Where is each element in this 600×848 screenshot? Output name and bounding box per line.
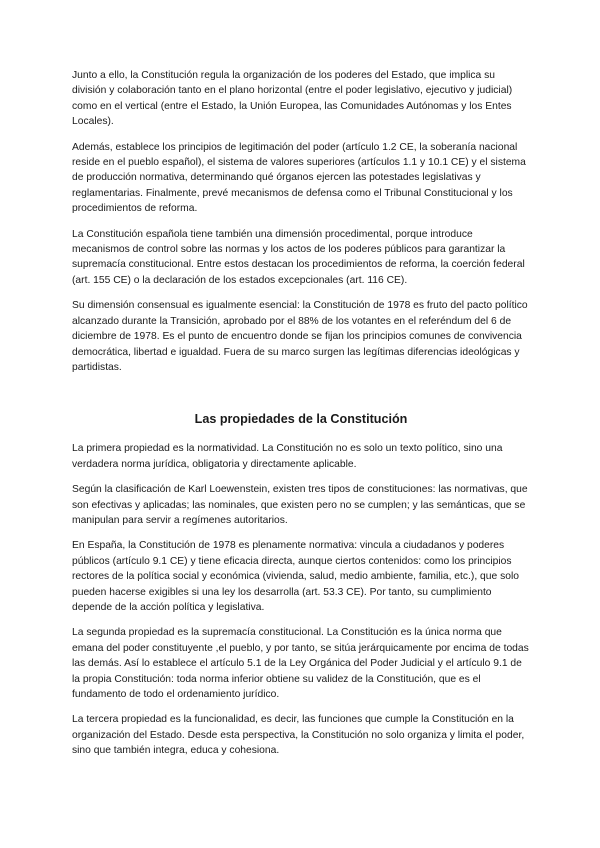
paragraph-funcionalidad: La tercera propiedad es la funcionalidad, es decir, las funciones que cumple la Constitución en la organización del Estado. Desde esta perspectiva, la Constitución no solo organiza y limita el poder, sino que también integra, educa y cohesiona. [72, 714, 525, 757]
paragraph-loewenstein: Según la clasificación de Karl Loewenstein, existen tres tipos de constituciones: las normativas, que son efectivas y aplicadas; las nominales, que existen pero no se cumplen; y las semánticas, que se manipulan para servir a regímenes autoritarios. [72, 484, 528, 526]
section-spacer [72, 385, 530, 411]
paragraph-espana-normativa: En España, la Constitución de 1978 es plenamente normativa: vincula a ciudadanos y poderes públicos (artículo 9.1 CE) y tiene eficacia directa, aunque ciertos contenidos: como los principios rectores de la política social y económica (vivienda, salud, medio ambiente, familia, etc.), que solo pueden hacerse exigibles si una ley los desarrolla (art. 53.3 CE). Por tanto, su cumplimiento depende de la acción política y legislativa. [72, 540, 519, 613]
paragraph-dimension-consensual: Su dimensión consensual es igualmente esencial: la Constitución de 1978 es fruto del pacto político alcanzado durante la Transición, aprobado por el 88% de los votantes en el referéndum del 6 de diciembre de 1978. Es el punto de encuentro donde se fijan los principios comunes de convivencia democrática, libertad e igualdad. Fuera de su marco surgen las legítimas diferencias ideológicas y partidistas. [72, 300, 528, 373]
paragraph-dimension-procedimental: La Constitución española tiene también una dimensión procedimental, porque introduce mecanismos de control sobre las normas y los actos de los poderes públicos para garantizar la supremacía constitucional. Entre estos destacan los procedimientos de reforma, la coerción federal (art. 155 CE) o la declaración de los estados excepcionales (art. 116 CE). [72, 228, 525, 286]
paragraph-organizacion-poderes: Junto a ello, la Constitución regula la organización de los poderes del Estado, que implica su división y colaboración tanto en el plano horizontal (entre el poder legislativo, ejecutivo y judicial) como en el vertical (entre el Estado, la Unión Europea, las Comunidades Autónomas y los Entes Locales). [72, 70, 513, 128]
paragraph-normatividad: La primera propiedad es la normatividad. La Constitución no es solo un texto político, sino una verdadera norma jurídica, obligatoria y directamente aplicable. [72, 443, 503, 470]
section-heading: Las propiedades de la Constitución [194, 412, 408, 427]
paragraph-legitimacion: Además, establece los principios de legitimación del poder (artículo 1.2 CE, la soberanía nacional reside en el pueblo español), el sistema de valores superiores (artículos 1.1 y 10.1 CE) y el sistema de producción normativa, determinando qué órganos ejercen las potestades legislativas y reglamentarias. Finalmente, prevé mecanismos de defensa como el Tribunal Constitucional y los procedimientos de reforma. [72, 141, 526, 215]
paragraph-supremacia: La segunda propiedad es la supremacía constitucional. La Constitución es la única norma que emana del poder constituyente ,el pueblo, y por tanto, se sitúa jerárquicamente por encima de todas las demás. Así lo establece el artículo 5.1 de la Ley Orgánica del Poder Judicial y el artículo 9.1 de la propia Constitución: toda norma inferior obtiene su validez de la Constitución, que es el fundamento de todo el ordenamiento jurídico. [72, 627, 529, 700]
document-page [72, 68, 530, 769]
